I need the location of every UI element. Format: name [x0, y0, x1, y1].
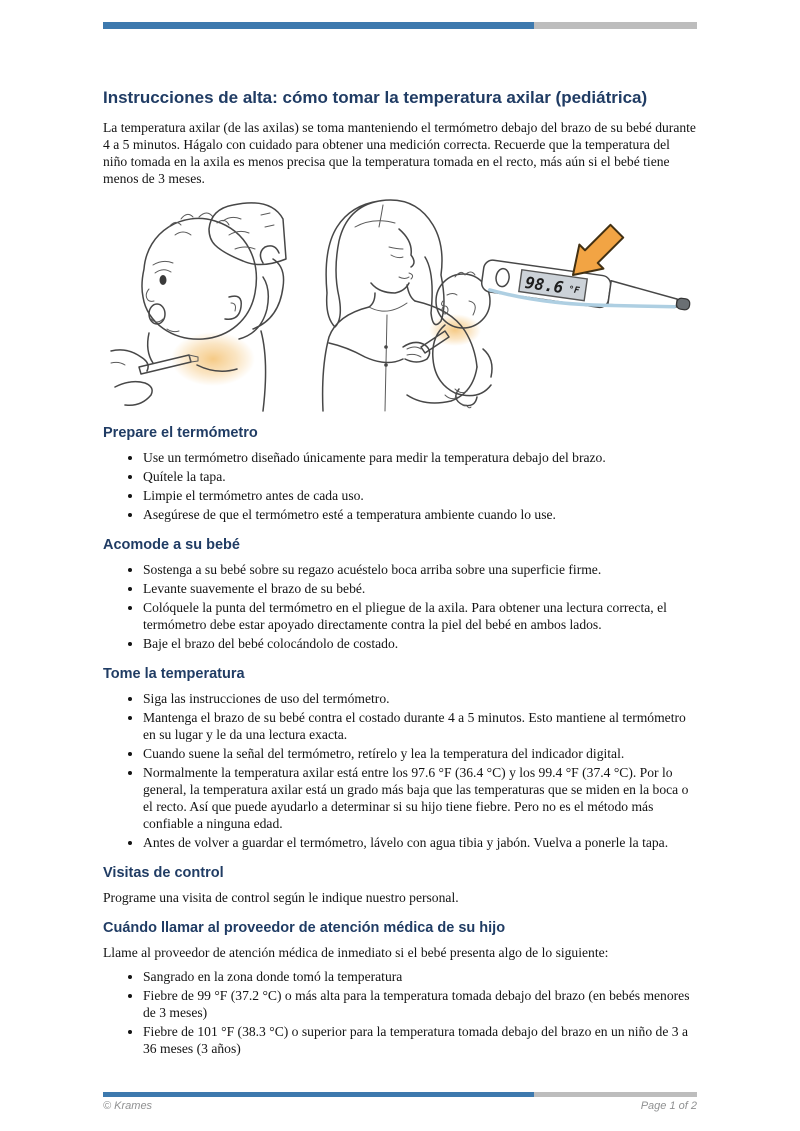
bullet-list-prepare: [103, 449, 697, 523]
page-footer: [103, 1092, 697, 1112]
bullet-item: • Antes de volver a guardar el termómetro, lávelo con agua tibia y jabón. Vuelva a ponerle la tapa.: [143, 834, 697, 851]
mother-holding-baby-illustration: [323, 200, 492, 411]
bullet-item: • Asegúrese de que el termómetro esté a temperatura ambiente cuando lo use.: [143, 506, 697, 523]
section-heading-acomode: Acomode a su bebé: [103, 537, 240, 553]
bullet-list-acomode: [103, 561, 697, 652]
footer-rule: [103, 1092, 697, 1097]
illustration: [103, 195, 697, 413]
visitas-paragraph: Programe una visita de control según le indique nuestro personal.: [103, 890, 459, 905]
copyright-label: © Krames: [103, 1100, 153, 1112]
page-number-label: Page 1 of 2: [640, 1100, 697, 1112]
section-heading-tome: Tome la temperatura: [103, 666, 245, 682]
bullet-item: • Fiebre de 99 °F (37.2 °C) o más alta para la temperatura tomada debajo del brazo (en bebés menores de 3 meses): [143, 987, 697, 1021]
bullet-item: • Quítele la tapa.: [143, 468, 697, 485]
bullet-item: • Fiebre de 101 °F (38.3 °C) o superior para la temperatura tomada debajo del brazo en un niño de 3 a 36 meses (3 años): [143, 1023, 697, 1057]
section-heading-visitas: Visitas de control: [103, 865, 224, 881]
thermometer-unit: °F: [567, 284, 580, 297]
bullet-item: • Siga las instrucciones de uso del termómetro.: [143, 690, 697, 707]
header-rule: [103, 22, 697, 29]
intro-paragraph: La temperatura axilar (de las axilas) se toma manteniendo el termómetro debajo del brazo de su bebé durante 4 a 5 minutos. Hágalo con cuidado para obtener una medición correcta. Recuerde que la temperatura del niño tomada en la axila es menos precisa que la temperatura tomada en el recto, más aún si el bebé tiene menos de 3 meses.: [103, 120, 696, 186]
armpit-glow: [171, 332, 255, 386]
bullet-item: • Limpie el termómetro antes de cada uso.: [143, 487, 697, 504]
bullet-list-cuando-llamar: [103, 968, 697, 1057]
thermometer-reading: 98.6: [523, 272, 565, 298]
bullet-item: • Baje el brazo del bebé colocándolo de costado.: [143, 635, 697, 652]
bullet-item: • Colóquele la punta del termómetro en el pliegue de la axila. Para obtener una lectura correcta, el termómetro debe estar apoyado directamente contra la piel del bebé en ambos lados.: [143, 599, 697, 633]
illustration-svg: [103, 195, 697, 413]
bullet-item: • Levante suavemente el brazo de su bebé.: [143, 580, 697, 597]
baby-armpit-illustration: [111, 203, 286, 411]
footer-rule-gray: [534, 1092, 697, 1097]
bullet-item: • Cuando suene la señal del termómetro, retírelo y lea la temperatura del indicador digital.: [143, 745, 697, 762]
header-rule-blue: [103, 22, 534, 29]
section-heading-prepare: Prepare el termómetro: [103, 425, 258, 441]
bullet-item: • Sostenga a su bebé sobre su regazo acuéstelo boca arriba sobre una superficie firme.: [143, 561, 697, 578]
footer-rule-blue: [103, 1092, 534, 1097]
section-heading-cuando-llamar: Cuándo llamar al proveedor de atención médica de su hijo: [103, 920, 506, 936]
cuando-llamar-paragraph: Llame al proveedor de atención médica de inmediato si el bebé presenta algo de lo siguiente:: [103, 945, 609, 960]
bullet-item: • Use un termómetro diseñado únicamente para medir la temperatura debajo del brazo.: [143, 449, 697, 466]
page-title: Instrucciones de alta: cómo tomar la temperatura axilar (pediátrica): [103, 88, 648, 107]
bullet-item: • Normalmente la temperatura axilar está entre los 97.6 °F (36.4 °C) y los 99.4 °F (37.4 °C). Por lo general, la temperatura axilar está un grado más baja que las temperaturas que se miden en la boca o el recto. Así que puede ayudarlo a determinar si su hijo tiene fiebre. Pero no es el método más confiable a ninguna edad.: [143, 764, 697, 832]
header-rule-gray: [534, 22, 697, 29]
bullet-list-tome: [103, 690, 697, 851]
bullet-item: • Mantenga el brazo de su bebé contra el costado durante 4 a 5 minutos. Esto mantiene al termómetro en su lugar y le da una lectura exacta.: [143, 709, 697, 743]
digital-thermometer-illustration: [480, 219, 692, 321]
bullet-item: • Sangrado en la zona donde tomó la temperatura: [143, 968, 697, 985]
